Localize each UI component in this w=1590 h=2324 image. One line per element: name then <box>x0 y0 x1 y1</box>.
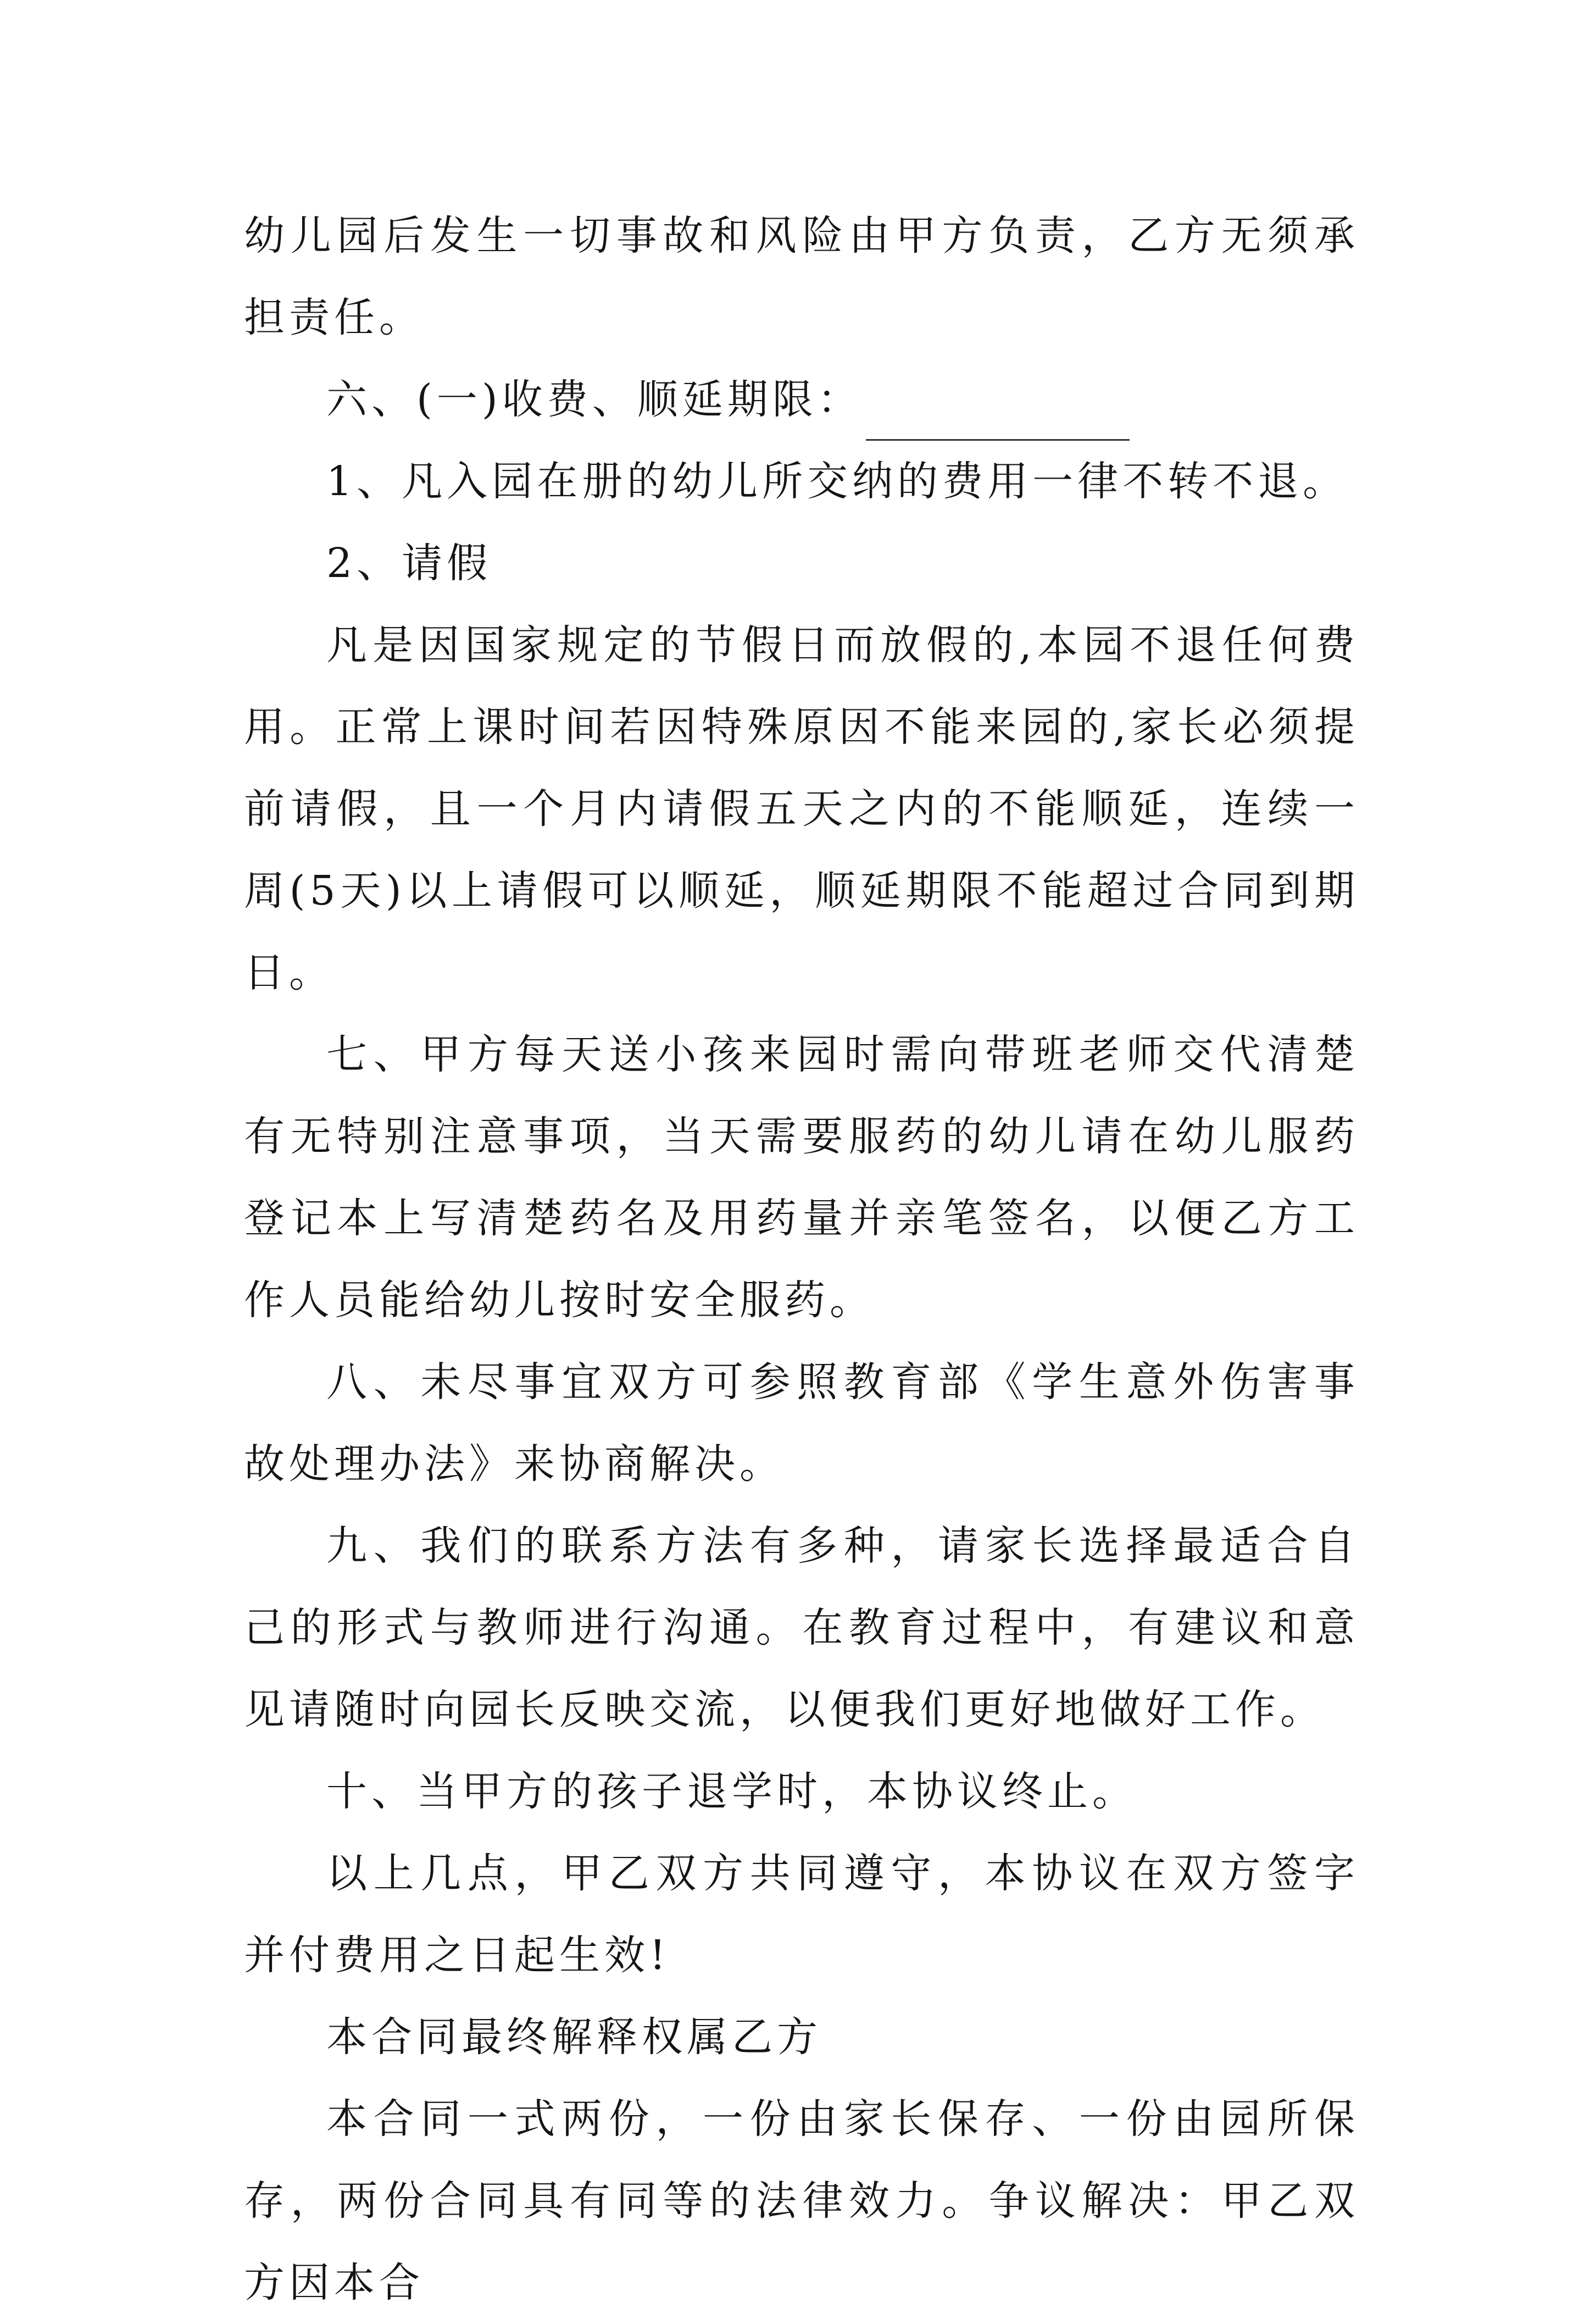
paragraph-interpretation: 本合同最终解释权属乙方 <box>326 2014 822 2061</box>
paragraph-fees-heading <box>244 359 1359 441</box>
paragraph-leave-heading: 2、请假 <box>326 540 492 587</box>
paragraph-copies: 本合同一式两份，一份由家长保存、一份由园所保存，两份合同具有同等的法律效力。争议解决：甲乙双方因本合 <box>244 2095 1359 2306</box>
paragraph-clause-10: 十、当甲方的孩子退学时，本协议终止。 <box>326 1768 1137 1815</box>
paragraph-clause-9: 九、我们的联系方法有多种，请家长选择最适合自己的形式与教师进行沟通。在教育过程中，有建议和意见请随时向园长反映交流，以便我们更好地做好工作。 <box>244 1522 1359 1733</box>
paragraph-no-refund: 1、凡入园在册的幼儿所交纳的费用一律不转不退。 <box>326 458 1348 505</box>
fill-in-blank <box>866 395 1130 441</box>
paragraph-liability: 幼儿园后发生一切事故和风险由甲方负责，乙方无须承担责任。 <box>244 212 1359 341</box>
paragraph-leave-rules: 凡是因国家规定的节假日而放假的,本园不退任何费用。正常上课时间若因特殊原因不能来园的,家长必须提前请假，且一个月内请假五天之内的不能顺延，连续一周(5天)以上请假可以顺延，顺延期限不能超过合同到期日。 <box>244 622 1359 996</box>
fees-heading-text: 六、(一)收费、顺延期限： <box>326 376 863 423</box>
paragraph-effective: 以上几点，甲乙双方共同遵守，本协议在双方签字并付费用之日起生效! <box>244 1850 1359 1979</box>
paragraph-clause-7: 七、甲方每天送小孩来园时需向带班老师交代清楚有无特别注意事项，当天需要服药的幼儿请在幼儿服药登记本上写清楚药名及用药量并亲笔签名，以便乙方工作人员能给幼儿按时安全服药。 <box>244 1031 1359 1324</box>
paragraph-clause-8: 八、未尽事宜双方可参照教育部《学生意外伤害事故处理办法》来协商解决。 <box>244 1358 1359 1488</box>
document-body <box>244 195 1359 2324</box>
